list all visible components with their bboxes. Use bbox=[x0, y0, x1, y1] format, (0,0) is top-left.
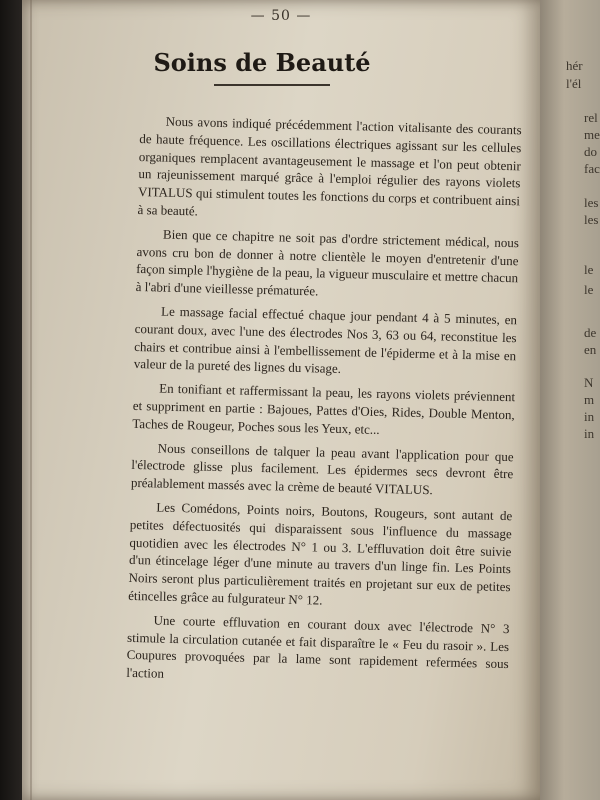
adjacent-page-fragment: fac bbox=[584, 161, 600, 176]
body-text bbox=[126, 112, 522, 697]
paragraph: En tonifiant et raffermissant la peau, les rayons violets préviennent et suppriment en partie : Bajoues, Pattes d'Oies, Rides, Double Menton, Taches de Rougeur, Poches sous les Yeux, etc... bbox=[132, 380, 516, 437]
adjacent-page-fragment: en bbox=[584, 342, 597, 357]
adjacent-page-fragment: me bbox=[584, 127, 600, 142]
adjacent-page-fragment: de bbox=[584, 325, 597, 340]
adjacent-page-fragment: les bbox=[584, 195, 599, 210]
adjacent-page bbox=[540, 0, 600, 800]
page-number: — 50 — bbox=[250, 8, 312, 24]
adjacent-page-fragment: in bbox=[584, 409, 595, 424]
adjacent-page-fragment: hér bbox=[566, 58, 583, 73]
adjacent-page-fragment: l'él bbox=[566, 76, 582, 91]
book-page bbox=[22, 0, 540, 800]
adjacent-page-fragment: in bbox=[584, 426, 595, 441]
page-title: Soins de Beauté bbox=[153, 48, 371, 77]
paragraph: Nous avons indiqué précédemment l'action vitalisante des courants de haute fréquence. Les oscillations électriques agissant sur les cellules organiques remplacent avantageusement le massage et l'on peut obtenir un rajeunissement marqué grâce à l'emploi régulier des rayons violets VITALUS qui stimulent toutes les fonctions du corps et contribuent ainsi à sa beauté. bbox=[137, 113, 522, 219]
paragraph: Une courte effluvation en courant doux avec l'électrode N° 3 stimule la circulation cutanée et fait disparaître le « Feu du rasoir ». Les Coupures provoquées par la lame sont rapidement refermées sous l'action bbox=[126, 612, 510, 681]
paragraph: Les Comédons, Points noirs, Boutons, Rougeurs, sont autant de petites défectuosités qui disparaissent sous l'influence du massage quotidien avec les électrodes N° 1 ou 3. L'effluvation doit être suivie d'un étincelage léger d'une minute au travers d'un linge fin. Les Points Noirs seront plus particulièrement traités en projetant sur eux de petites étincelles grâce au fulgurateur N° 12. bbox=[128, 499, 513, 608]
paragraph: Nous conseillons de talquer la peau avant l'application pour que l'électrode glisse plus facilement. Les épidermes secs devront être préalablement massés avec la crème de beauté VITALUS. bbox=[130, 440, 514, 498]
adjacent-page-fragment: do bbox=[584, 144, 597, 159]
title-underline bbox=[214, 84, 330, 86]
adjacent-page-fragment: rel bbox=[584, 110, 598, 125]
paragraph: Le massage facial effectué chaque jour pendant 4 à 5 minutes, en courant doux, avec l'une des électrodes Nos 3, 63 ou 64, reconstitue les chairs et contribue ainsi à l'embellissement de l'épiderme et à la mise en valeur de la pureté des lignes du visage. bbox=[133, 303, 518, 377]
adjacent-page-fragment: le bbox=[584, 262, 594, 277]
adjacent-page-fragment: le bbox=[584, 282, 594, 297]
adjacent-page-fragment: N bbox=[584, 375, 594, 390]
paragraph: Bien que ce chapitre ne soit pas d'ordre strictement médical, nous avons cru bon de donner à notre clientèle le moyen d'entretenir d'une façon simple l'hygiène de la peau, la vigueur musculaire et mettre chacun à l'abri d'une vieillesse prématurée. bbox=[135, 226, 520, 299]
adjacent-page-fragment: m bbox=[584, 392, 595, 407]
adjacent-page-fragment: les bbox=[584, 212, 599, 227]
